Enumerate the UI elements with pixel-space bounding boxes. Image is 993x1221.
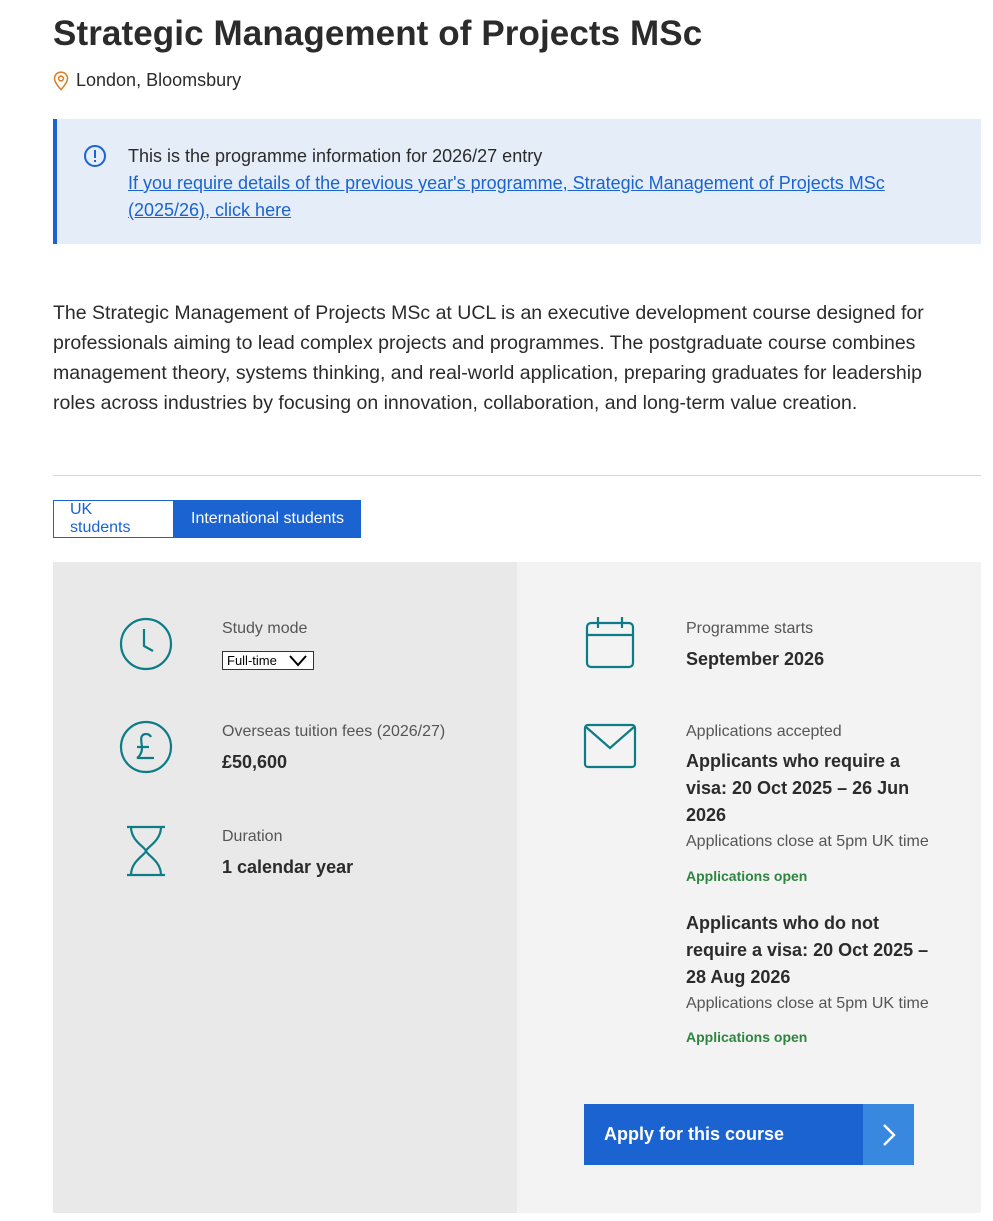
envelope-icon (583, 723, 637, 774)
clock-icon (119, 617, 173, 676)
notice-title: This is the programme information for 2026/27 entry (128, 146, 543, 166)
tab-uk-students[interactable]: UK students (53, 500, 174, 538)
study-mode-selected: Full-time (227, 653, 277, 668)
apply-button-label: Apply for this course (604, 1124, 785, 1144)
visa-applicants-dates-line: visa: 20 Oct 2025 – 26 Jun (686, 778, 910, 798)
entry-year-notice (53, 119, 981, 244)
study-mode-label: Study mode (222, 620, 308, 637)
course-intro: The Strategic Management of Projects MSc at UCL is an executive development course designed for professionals aiming to lead complex projects and programmes. The postgraduate course combines management theory, systems thinking, and real-world application, preparing graduates for leadership roles across industries by focusing on innovation, collaboration, and long-term value creation. (53, 302, 924, 414)
non-visa-applicants-dates-line: require a visa: 20 Oct 2025 – (686, 940, 929, 960)
non-visa-applicants-dates-line: Applicants who do not (686, 913, 879, 933)
divider (53, 475, 981, 476)
chevron-down-icon (289, 654, 307, 667)
hourglass-icon (124, 825, 168, 882)
apply-button[interactable] (584, 1104, 914, 1165)
previous-year-link[interactable]: If you require details of the previous year's programme, Strategic Management of Projects MSc (2025/26), click here (128, 173, 885, 220)
chevron-right-icon (863, 1104, 914, 1165)
location (53, 70, 241, 91)
pound-icon (119, 720, 173, 779)
visa-applicants-close-note: Applications close at 5pm UK time (686, 833, 929, 850)
duration-label: Duration (222, 828, 283, 845)
calendar-icon (585, 616, 635, 675)
location-pin-icon (53, 71, 69, 91)
visa-applicants-dates-line: Applicants who require a (686, 751, 901, 771)
location-text: London, Bloomsbury (76, 70, 242, 90)
visa-applicants-dates-line: 2026 (686, 805, 727, 825)
visa-applicants-status: Applications open (686, 868, 808, 884)
applications-label: Applications accepted (686, 723, 842, 740)
non-visa-applicants-dates-line: 28 Aug 2026 (686, 967, 791, 987)
fees-label: Overseas tuition fees (2026/27) (222, 723, 446, 740)
study-mode-select[interactable] (222, 651, 314, 670)
duration-value: 1 calendar year (222, 857, 354, 877)
info-icon (83, 144, 107, 168)
tab-international-students[interactable]: International students (174, 500, 361, 538)
page-title: Strategic Management of Projects MSc (53, 14, 703, 53)
programme-starts-value: September 2026 (686, 649, 825, 669)
notice-content (128, 143, 928, 224)
non-visa-applicants-status: Applications open (686, 1029, 808, 1045)
student-type-tabs (53, 500, 361, 538)
fees-value: £50,600 (222, 752, 288, 772)
programme-starts-label: Programme starts (686, 620, 814, 637)
non-visa-applicants-close-note: Applications close at 5pm UK time (686, 995, 929, 1012)
